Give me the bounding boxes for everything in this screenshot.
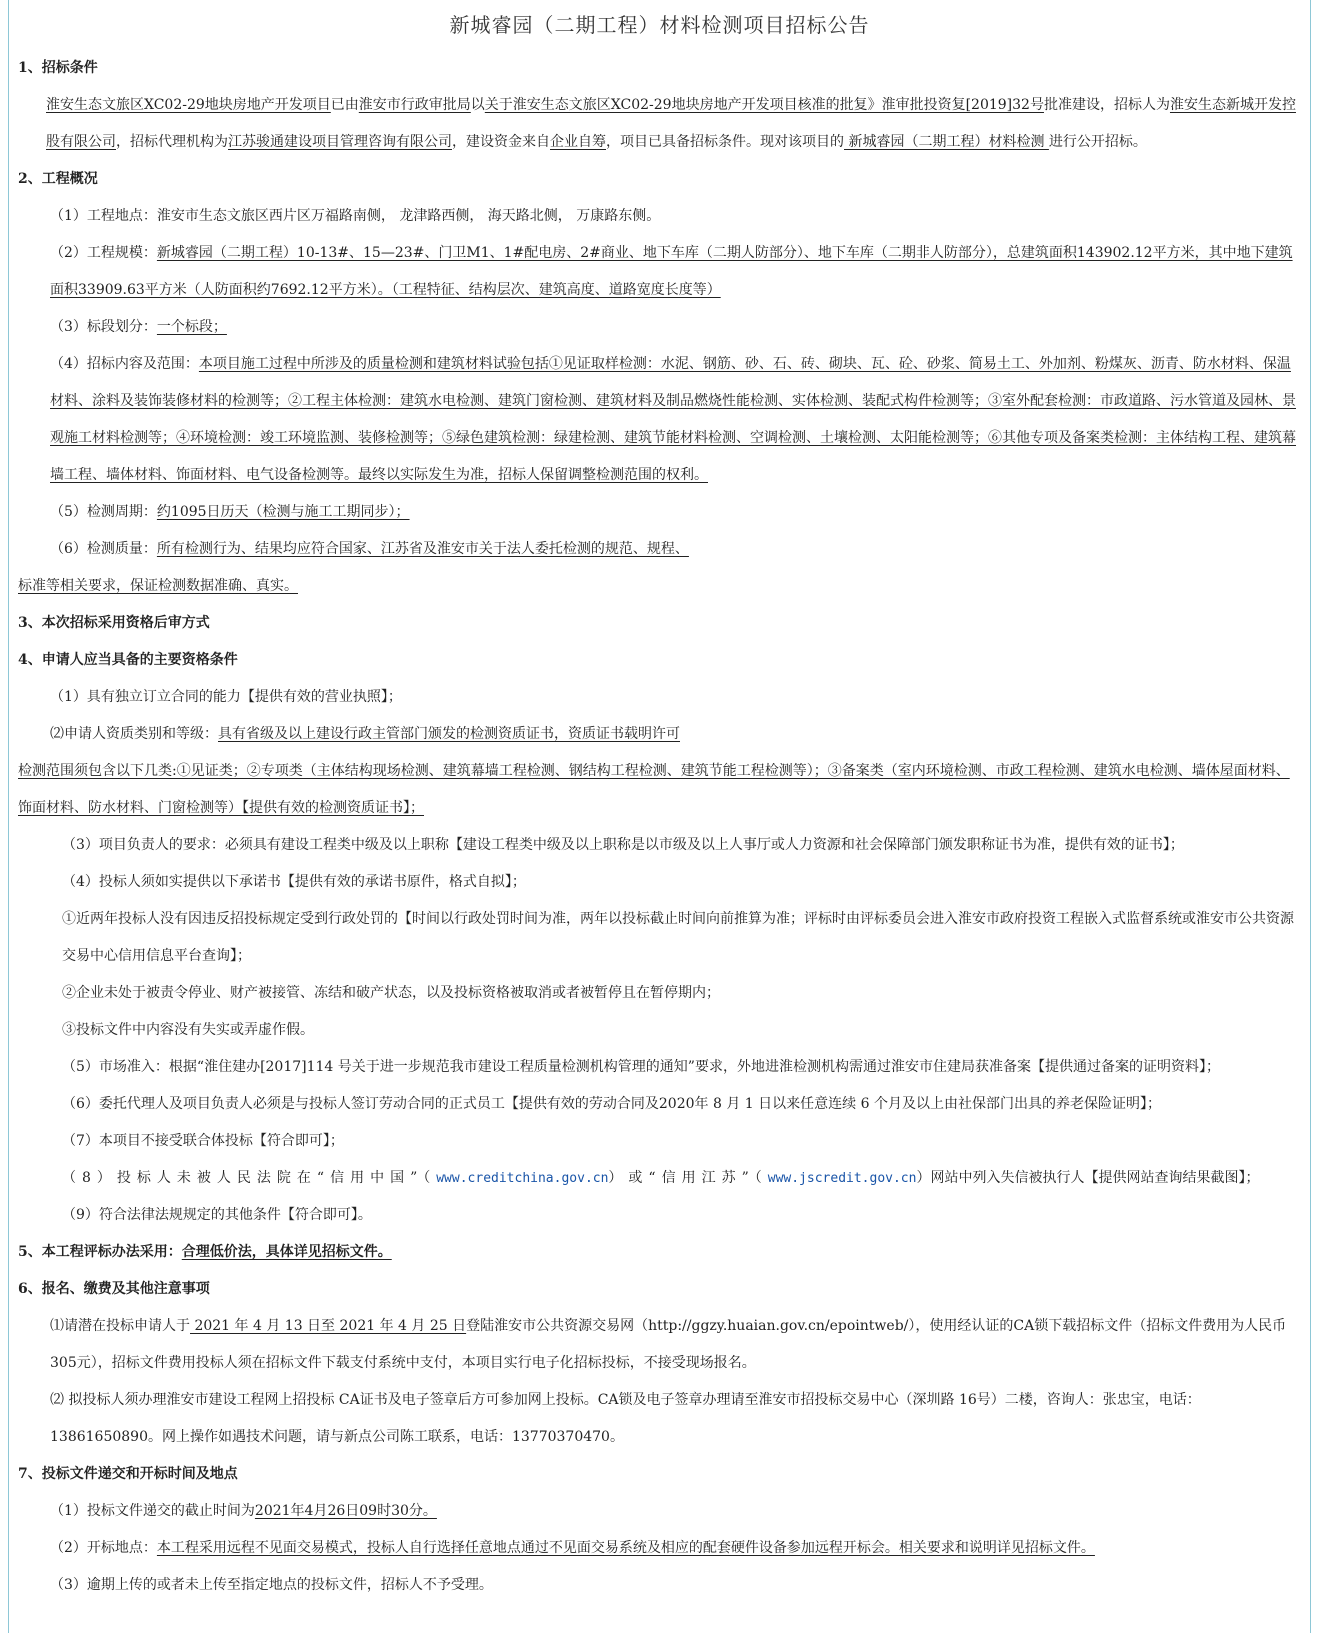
section-1-segment: 企业自筹 bbox=[550, 134, 606, 150]
project-sections-label: （3）标段划分： bbox=[50, 319, 157, 335]
qualification-4-c: ③投标文件中内容没有失实或弄虚作假。 bbox=[62, 1022, 314, 1038]
registration-text-a: ⑴请潜在投标申请人于 bbox=[50, 1318, 190, 1334]
registration-paragraph-2: ⑵ 拟投标人须办理淮安市建设工程网上招投标 CA证书及电子签章后方可参加网上投标。CA锁及电子签章办理请至淮安市招投标交易中心（深圳路 16号）二楼，咨询人：张忠宝，电话：13861650890。网上操作如遇技术问题，请与新点公司陈工联系，电话：13770370470。 bbox=[50, 1392, 1201, 1445]
project-scale-label: （2）工程规模： bbox=[50, 245, 157, 261]
section-1-segment: ，项目已具备招标条件。现对该项目的 bbox=[606, 134, 844, 150]
qualification-4-a: ①近两年投标人没有因违反招投标规定受到行政处罚的【时间以行政处罚时间为准，两年以投标截止时间向前推算为准；评标时由评标委员会进入淮安市政府投资工程嵌入式监督系统或淮安市公共资源交易中心信用信息平台查询】； bbox=[62, 911, 1294, 964]
section-5-heading-label: 5、本工程评标办法采用： bbox=[18, 1244, 182, 1260]
qualification-5: （5）市场准入：根据“淮住建办[2017]114 号关于进一步规范我市建设工程质量检测机构管理的通知”要求，外地进淮检测机构需通过淮安市住建局获准备案【提供通过备案的证明资料】； bbox=[62, 1059, 1220, 1075]
section-1-segment: 批准建设，招标人为 bbox=[1043, 97, 1170, 113]
opening-location-label: （2）开标地点： bbox=[50, 1540, 157, 1556]
qualification-1: （1）具有独立订立合同的能力【提供有效的营业执照】； bbox=[50, 689, 402, 705]
project-sections-text: 一个标段； bbox=[156, 319, 227, 335]
section-1-paragraph bbox=[18, 87, 1301, 161]
qualification-7: （7）本项目不接受联合体投标【符合即可】； bbox=[62, 1133, 344, 1149]
section-1-heading: 1、招标条件 bbox=[18, 60, 98, 76]
qualification-8 bbox=[18, 1160, 1301, 1197]
section-1-segment: ，建设资金来自 bbox=[452, 134, 550, 150]
section-1-segment: 淮安市行政审批局 bbox=[358, 97, 471, 113]
section-7-heading: 7、投标文件递交和开标时间及地点 bbox=[18, 1466, 238, 1482]
project-scale bbox=[18, 235, 1301, 309]
project-scale-text: 新城睿园（二期工程）10-13#、15—23#、门卫M1、1#配电房、2#商业、地下车库（二期人防部分）、地下车库（二期非人防部分），总建筑面积143902.12平方米，其中地下建筑面积33909.63平方米（人防面积约7692.12平方米）。（工程特征、结构层次、建筑高度、道路宽度长度等） bbox=[50, 245, 1293, 298]
section-1-segment: 江苏骏通建设项目管理咨询有限公司 bbox=[228, 134, 452, 150]
project-scope-text: 本项目施工过程中所涉及的质量检测和建筑材料试验包括①见证取样检测：水泥、钢筋、砂、石、砖、砌块、瓦、砼、砂浆、简易土工、外加剂、粉煤灰、沥青、防水材料、保温材料、涂料及装饰装修材料的检测等；②工程主体检测：建筑水电检测、建筑门窗检测、建筑材料及制品燃烧性能检测、实体检测、装配式构件检测等；③室外配套检测：市政道路、污水管道及园林、景观施工材料检测等；④环境检测：竣工环境监测、装修检测等；⑤绿色建筑检测：绿建检测、建筑节能材料检测、空调检测、土壤检测、太阳能检测等；⑥其他专项及备案类检测：主体结构工程、建筑幕墙工程、墙体材料、饰面材料、电气设备检测等。最终以实际发生为准，招标人保留调整检测范围的权利。 bbox=[50, 356, 1296, 483]
section-1-segment: 新城睿园（二期工程）材料检测 bbox=[844, 134, 1049, 150]
project-period-text: 约1095日历天（检测与施工工期同步）； bbox=[156, 504, 410, 520]
submission-deadline-time: 2021年4月26日09时30分。 bbox=[254, 1503, 437, 1519]
creditchina-link[interactable]: www.creditchina.gov.cn bbox=[436, 1171, 609, 1186]
section-3-heading: 3、本次招标采用资格后审方式 bbox=[18, 615, 210, 631]
qualification-4: （4）投标人须如实提供以下承诺书【提供有效的承诺书原件，格式自拟】； bbox=[62, 874, 526, 890]
project-period bbox=[18, 494, 1301, 531]
section-1-segment: ，招标代理机构为 bbox=[116, 134, 228, 150]
registration-text-b: 登陆淮安市公共资源交易网（http://ggzy.huaian.gov.cn/epointweb/），使用经认证的CA锁下载招标文件（招标文件费用为人民币305元），招标文件费用投标人须在招标文件下载支付系统中支付，本项目实行电子化招标投标，不接受现场报名。 bbox=[50, 1318, 1287, 1371]
project-quality bbox=[18, 531, 1301, 568]
registration-date-range: 2021 年 4 月 13 日至 2021 年 4 月 25 日 bbox=[190, 1318, 467, 1334]
registration-paragraph-1 bbox=[18, 1308, 1301, 1382]
section-1-segment: 淮安生态新城开发控股有限公司 bbox=[46, 97, 1296, 150]
qualification-3: （3）项目负责人的要求：必须具有建设工程类中级及以上职称【建设工程类中级及以上职称是以市级及以上人事厅或人力资源和社会保障部门颁发职称证书为准，提供有效的证书】； bbox=[62, 837, 1184, 853]
project-quality-label: （6）检测质量： bbox=[50, 541, 157, 557]
announcement-content bbox=[18, 0, 1301, 1604]
late-submission-note: （3）逾期上传的或者未上传至指定地点的投标文件，招标人不予受理。 bbox=[50, 1577, 493, 1593]
qualification-8-text-a: （8）投标人未被人民法院在“信用中国”（ bbox=[62, 1170, 437, 1186]
project-location: （1）工程地点：淮安市生态文旅区西片区万福路南侧， 龙津路西侧， 海天路北侧， 万康路东侧。 bbox=[50, 208, 661, 224]
evaluation-method: 合理低价法，具体详见招标文件。 bbox=[181, 1244, 392, 1260]
qualification-6: （6）委托代理人及项目负责人必须是与投标人签订劳动合同的正式员工【提供有效的劳动合同及2020年 8 月 1 日以来任意连续 6 个月及以上由社保部门出具的养老保险证明】； bbox=[62, 1096, 1161, 1112]
section-5-heading bbox=[18, 1234, 1301, 1271]
qualification-2-text: 具有省级及以上建设行政主管部门颁发的检测资质证书，资质证书载明许可 bbox=[218, 726, 680, 742]
qualification-2 bbox=[18, 716, 1301, 753]
project-scope bbox=[18, 346, 1301, 494]
opening-location-text: 本工程采用远程不见面交易模式，投标人自行选择任意地点通过不见面交易系统及相应的配套硬件设备参加远程开标会。相关要求和说明详见招标文件。 bbox=[156, 1540, 1095, 1556]
section-4-heading: 4、申请人应当具备的主要资格条件 bbox=[18, 652, 238, 668]
project-scope-label: （4）招标内容及范围： bbox=[50, 356, 199, 372]
section-1-segment: 淮安生态文旅区XC02-29地块房地产开发项目 bbox=[46, 97, 331, 113]
project-quality-continued bbox=[18, 568, 1301, 605]
submission-deadline-label: （1）投标文件递交的截止时间为 bbox=[50, 1503, 255, 1519]
section-1-segment: 关于淮安生态文旅区XC02-29地块房地产开发项目核准的批复》淮审批投资复[2019]32号 bbox=[484, 97, 1044, 113]
qualification-8-text-c: ）网站中列入失信被执行人【提供网站查询结果截图】； bbox=[916, 1170, 1260, 1186]
qualification-2-text-2: 检测范围须包含以下几类:①见证类；②专项类（主体结构现场检测、建筑幕墙工程检测、钢结构工程检测、建筑节能工程检测等）；③备案类（室内环境检测、市政工程检测、建筑水电检测、墙体屋面材料、饰面材料、防水材料、门窗检测等）【提供有效的检测资质证书】； bbox=[18, 763, 1290, 816]
project-quality-text: 所有检测行为、结果均应符合国家、江苏省及淮安市关于法人委托检测的规范、规程、 bbox=[156, 541, 689, 557]
qualification-9: （9）符合法律法规规定的其他条件【符合即可】。 bbox=[62, 1207, 372, 1223]
section-2-heading: 2、工程概况 bbox=[18, 171, 98, 187]
section-1-segment: 已由 bbox=[330, 97, 359, 113]
section-1-segment: 以 bbox=[470, 97, 485, 113]
jscredit-link[interactable]: www.jscredit.gov.cn bbox=[767, 1171, 917, 1186]
qualification-4-b: ②企业未处于被责令停业、财产被接管、冻结和破产状态，以及投标资格被取消或者被暂停且在暂停期内； bbox=[62, 985, 720, 1001]
project-quality-text-2: 标准等相关要求，保证检测数据准确、真实。 bbox=[18, 578, 298, 594]
qualification-2-label: ⑵申请人资质类别和等级： bbox=[50, 726, 218, 742]
section-1-segment: 进行公开招标。 bbox=[1048, 134, 1147, 150]
qualification-2-continued bbox=[18, 753, 1301, 827]
project-period-label: （5）检测周期： bbox=[50, 504, 157, 520]
page-title: 新城睿园（二期工程）材料检测项目招标公告 bbox=[449, 13, 870, 37]
opening-location bbox=[18, 1530, 1301, 1567]
project-sections bbox=[18, 309, 1301, 346]
section-6-heading: 6、报名、缴费及其他注意事项 bbox=[18, 1281, 210, 1297]
qualification-8-text-b: ）或“信用江苏”（ bbox=[608, 1170, 768, 1186]
submission-deadline bbox=[18, 1493, 1301, 1530]
